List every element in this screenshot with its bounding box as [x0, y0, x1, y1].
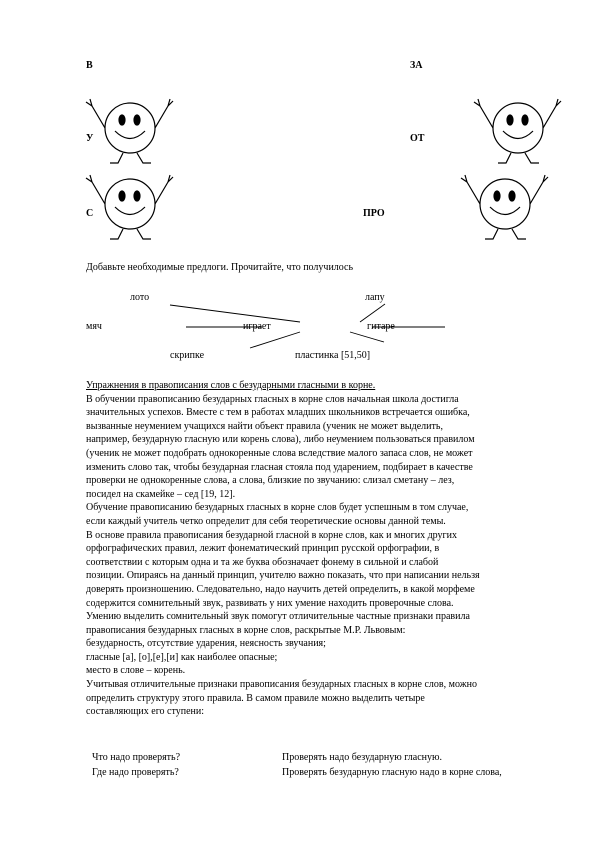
article-line: определить структуру этого правила. В самом правиле можно выделить четыре — [86, 692, 425, 704]
article-line: орфографических правил, лежит фонематический принцип русской орфографии, в — [86, 543, 440, 555]
smiley-figure-icon — [86, 175, 173, 239]
table-answer-2: Проверять безударную гласную надо в корне слова, — [282, 767, 502, 778]
article-line: (ученик не может подобрать однокоренные слова вследствие малого запаса слов, не может — [86, 447, 473, 459]
article-line: если каждый учитель четко определит для себя теоретические основы данной темы. — [86, 515, 446, 527]
article-line: В обучении правописанию безударных гласных в корне слов начальная школа достигла — [86, 393, 459, 405]
table-question-2: Где надо проверять? — [92, 767, 179, 778]
table-question-1: Что надо проверять? — [92, 752, 181, 763]
article-line: Умению выделить сомнительный звук помогут отличительные частные признаки правила — [86, 611, 470, 623]
smiley-figure-icon — [86, 99, 173, 163]
article-line: проверки не однокоренные слова, а слова, близкие по звучанию: слизал сметану – лез, — [86, 475, 455, 487]
preposition-ot: ОТ — [410, 133, 425, 144]
preposition-s: С — [86, 208, 94, 219]
article-line: соответствии с которым одна и та же буква обозначает фонему в сильной и слабой — [86, 556, 439, 568]
article-line: значительных успехов. Вместе с тем в работах младших школьников встречается ошибка, — [86, 407, 470, 419]
preposition-u: У — [86, 133, 94, 144]
word-gitare: гитаре — [367, 321, 395, 332]
word-loto: лото — [130, 292, 150, 303]
article-heading: Упражнения в правописания слов с безударными гласными в корне. — [86, 380, 376, 391]
article-line: правописания безударных гласных в корне слов, раскрытые М.Р. Львовым: — [86, 624, 406, 636]
article-body — [86, 379, 516, 719]
table-answer-1: Проверять надо безударную гласную. — [282, 752, 442, 763]
article-line: Обучение правописанию безударных гласных в корне слов будет успешным в том случае, — [86, 502, 469, 514]
exercise-connector-lines — [170, 304, 445, 348]
article-line: содержится сомнительный звук, развивать у них умение находить проверочные слова. — [86, 597, 454, 609]
article-line: позиции. Опираясь на данный принцип, учителю важно показать, что при написании нельзя — [86, 570, 480, 582]
article-line: доверять произношению. Следовательно, надо научить детей определить, в какой морфеме — [86, 583, 475, 595]
article-line: место в слове – корень. — [86, 665, 186, 677]
preposition-pro: ПРО — [363, 208, 385, 219]
word-plastinka: пластинка [51,50] — [295, 350, 371, 361]
preposition-v: В — [86, 60, 93, 71]
article-line: изменить слово так, чтобы безударная гласная стояла под ударением, подбирает в качестве — [86, 461, 473, 473]
preposition-za: ЗА — [410, 60, 423, 71]
article-line: Учитывая отличительные признаки правописания безударных гласных в корне слов, можно — [86, 679, 477, 691]
smiley-figure-icon — [461, 175, 548, 239]
article-line: посидел на скамейке – сед [19, 12]. — [86, 488, 236, 500]
word-igraet: играет — [243, 321, 271, 332]
article-line: безударность, отсутствие ударения, неясность звучания; — [86, 638, 326, 650]
word-skripke: скрипке — [170, 350, 205, 361]
article-line: например, безударную гласную или корень слова), либо неумением пользоваться правилом — [86, 434, 475, 446]
article-line: В основе правила правописания безударной гласной в корне слов, как и многих других — [86, 529, 457, 541]
smiley-figure-icon — [474, 99, 561, 163]
article-line: вызванные неумением учащихся найти объект правила (ученик не может выделить, — [86, 420, 443, 432]
word-lapu: лапу — [365, 292, 385, 303]
word-myach: мяч — [86, 321, 102, 332]
article-line: гласные [а], [о],[е],[и] как наиболее опасные; — [86, 651, 278, 663]
article-line: составляющих его ступени: — [86, 706, 204, 718]
exercise-instruction: Добавьте необходимые предлоги. Прочитайте, что получилось — [86, 262, 354, 273]
